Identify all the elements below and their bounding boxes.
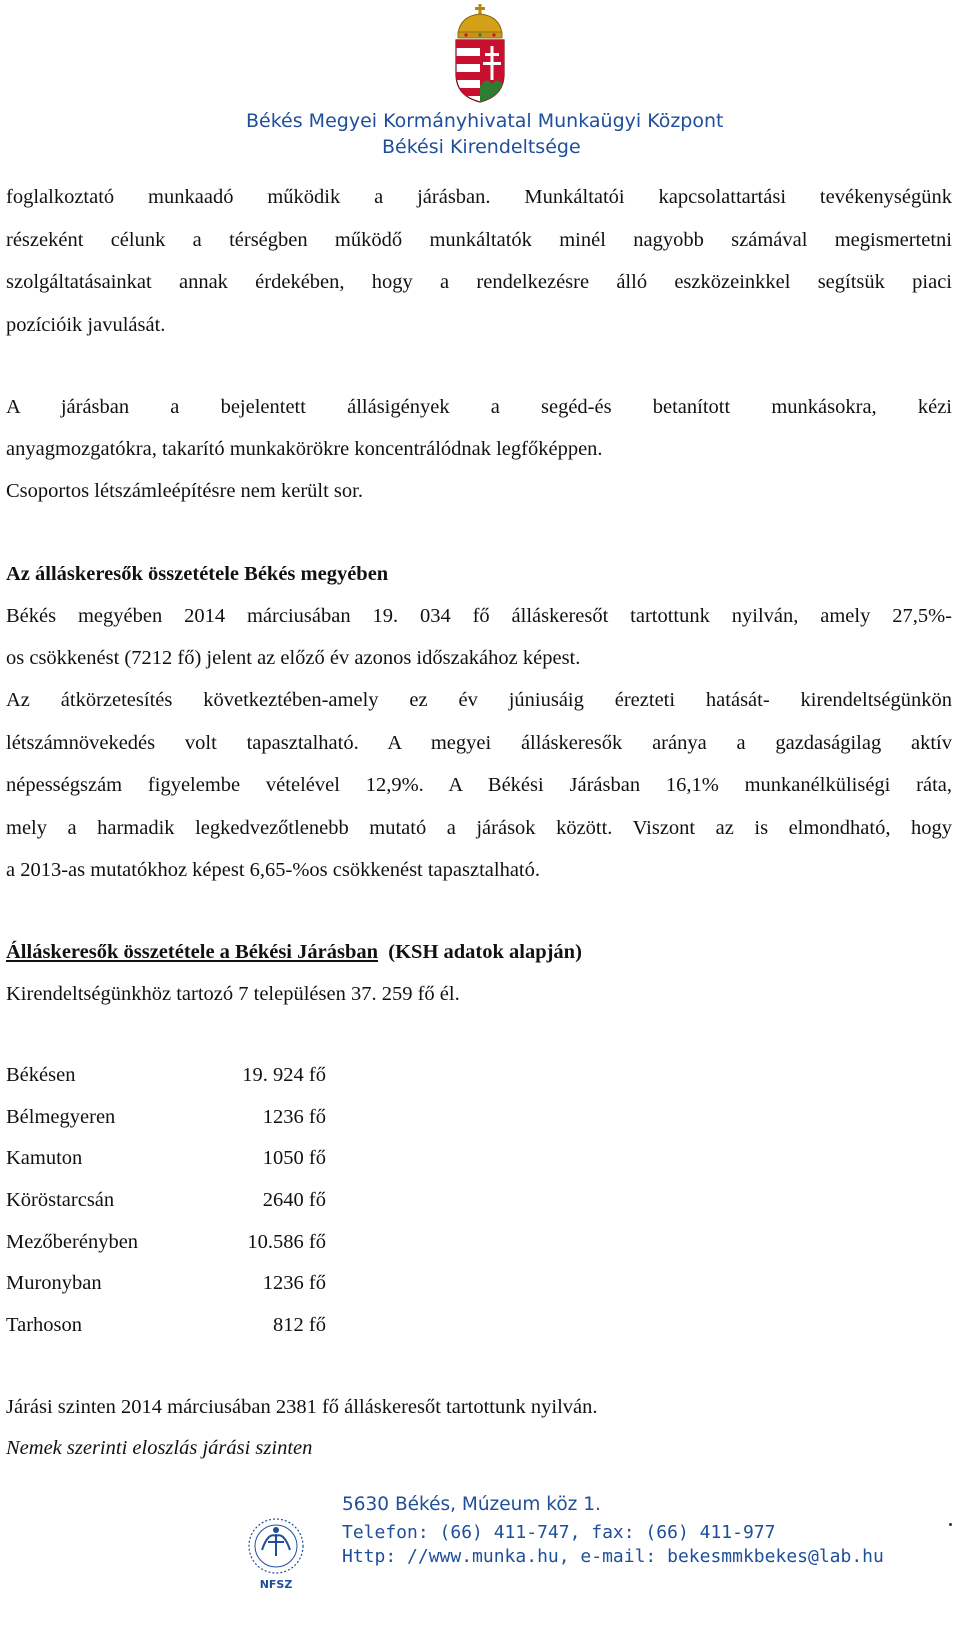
settlement-population: 1236 fő <box>262 1106 326 1128</box>
nfsz-logo-text: NFSZ <box>259 1578 293 1591</box>
list-item <box>6 1106 326 1130</box>
paragraph-1-line-2: részeként célunk a térségben működő munkáltatók minél nagyobb számával megismertetni <box>6 229 952 251</box>
paragraph-1-line-1: foglalkoztató munkaadó működik a járásban. Munkáltatói kapcsolattartási tevékenységünk <box>6 186 952 208</box>
section-heading-county: Az álláskeresők összetétele Békés megyében <box>6 563 389 585</box>
footer-web-email: Http: //www.munka.hu, e-mail: bekesmmkbekes@lab.hu <box>342 1546 884 1567</box>
footer-phone: Telefon: (66) 411-747, fax: (66) 411-977 <box>342 1522 776 1543</box>
settlement-name: Békésen <box>6 1064 76 1086</box>
settlement-population: 2640 fő <box>262 1189 326 1211</box>
settlement-name: Mezőberényben <box>6 1231 139 1253</box>
list-item <box>6 1314 326 1338</box>
stray-dot <box>949 1523 952 1526</box>
paragraph-4-line-2: létszámnövekedés volt tapasztalható. A megyei álláskeresők aránya a gazdaságilag aktív <box>6 732 952 754</box>
paragraph-3-line-2: os csökkenést (7212 fő) jelent az előző év azonos időszakához képest. <box>6 647 581 669</box>
list-item <box>6 1147 326 1171</box>
list-item <box>6 1064 326 1088</box>
settlement-population: 10.586 fő <box>247 1231 326 1253</box>
section-heading-district-source: (KSH adatok alapján) <box>388 941 582 963</box>
paragraph-4-line-5: a 2013-as mutatókhoz képest 6,65-%os csökkenést tapasztalható. <box>6 859 540 881</box>
section-heading-district-title: Álláskeresők összetétele a Békési Járásban <box>6 941 379 963</box>
paragraph-7-caption: Nemek szerinti eloszlás járási szinten <box>6 1437 313 1459</box>
nfsz-logo-icon <box>244 1512 308 1592</box>
settlement-name: Bélmegyeren <box>6 1106 116 1128</box>
coat-of-arms-icon <box>452 4 508 104</box>
paragraph-6: Járási szinten 2014 márciusában 2381 fő álláskeresőt tartottunk nyilván. <box>6 1396 598 1418</box>
paragraph-2-line-1: A járásban a bejelentett állásigények a segéd-és betanított munkásokra, kézi <box>6 396 952 418</box>
settlement-name: Tarhoson <box>6 1314 82 1336</box>
section-heading-district <box>6 942 952 962</box>
settlement-name: Kamuton <box>6 1147 83 1169</box>
paragraph-4-line-4: mely a harmadik legkedvezőtlenebb mutató a járások között. Viszont az is elmondható, hogy <box>6 817 952 839</box>
paragraph-2-line-2: anyagmozgatókra, takarító munkakörökre koncentrálódnak legfőképpen. <box>6 438 603 460</box>
list-item <box>6 1231 326 1255</box>
paragraph-4-line-1: Az átkörzetesítés következtében-amely ez év júniusáig érezteti hatását- kirendeltségünkön <box>6 689 952 711</box>
settlement-population: 19. 924 fő <box>242 1064 326 1086</box>
settlement-name: Muronyban <box>6 1272 102 1294</box>
paragraph-3-line-1: Békés megyében 2014 márciusában 19. 034 fő álláskeresőt tartottunk nyilván, amely 27,5%- <box>6 605 952 627</box>
paragraph-1-line-3: szolgáltatásainkat annak érdekében, hogy a rendelkezésre álló eszközeinkkel segítsük piaci <box>6 271 952 293</box>
settlement-population: 812 fő <box>273 1314 326 1336</box>
org-name-line1: Békés Megyei Kormányhivatal Munkaügyi Központ <box>246 110 724 132</box>
paragraph-5: Kirendeltségünkhöz tartozó 7 településen 37. 259 fő él. <box>6 983 460 1005</box>
org-name-line2: Békési Kirendeltsége <box>382 136 581 158</box>
paragraph-2-line-3: Csoportos létszámleépítésre nem került sor. <box>6 480 363 502</box>
settlement-population: 1050 fő <box>262 1147 326 1169</box>
list-item <box>6 1189 326 1213</box>
list-item <box>6 1272 326 1296</box>
settlement-population: 1236 fő <box>262 1272 326 1294</box>
paragraph-1-line-4: pozícióik javulását. <box>6 314 166 336</box>
footer-address: 5630 Békés, Múzeum köz 1. <box>342 1494 601 1515</box>
settlement-name: Köröstarcsán <box>6 1189 115 1211</box>
paragraph-4-line-3: népességszám figyelembe vételével 12,9%. A Békési Járásban 16,1% munkanélküliségi ráta, <box>6 774 952 796</box>
